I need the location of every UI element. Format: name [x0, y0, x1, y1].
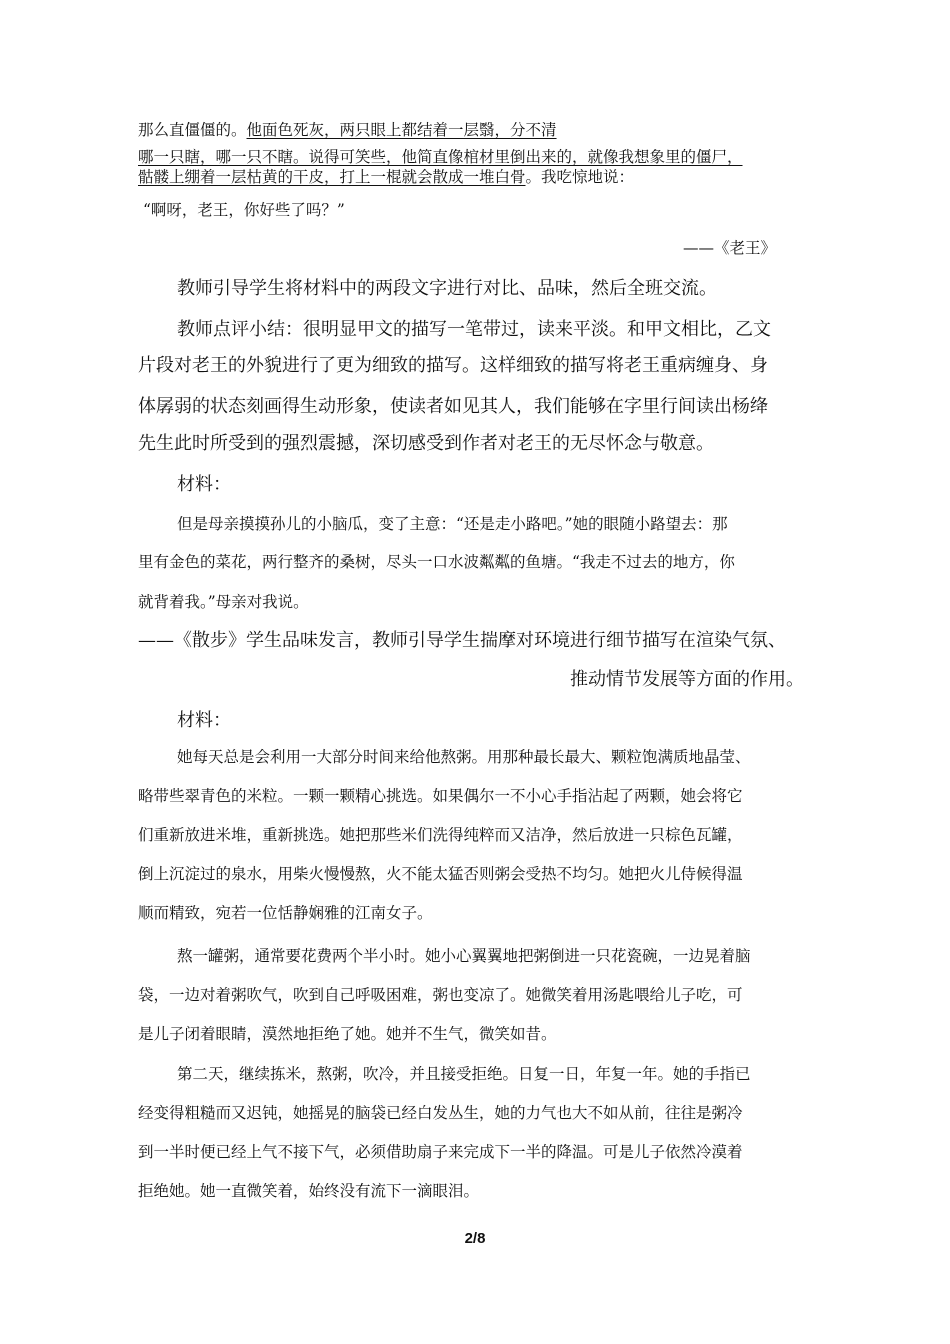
quote-text: 那么直僵僵的。: [138, 121, 247, 139]
material-heading: 材料：: [177, 474, 231, 495]
paragraph-line: 就背着我。”母亲对我说。: [138, 593, 309, 611]
paragraph-line: 体孱弱的状态刻画得生动形象，使读者如见其人，我们能够在字里行间读出杨绛: [138, 396, 768, 417]
paragraph-line: 里有金色的菜花，两行整齐的桑树，尽头一口水波粼粼的鱼塘。“我走不过去的地方，你: [138, 553, 735, 571]
underlined-quote-text: 他面色死灰，两只眼上都结着一层翳，分不清: [246, 121, 557, 139]
quote-text: 。我吃惊地说：: [525, 168, 635, 186]
paragraph-line: 顺而精致，宛若一位恬静娴雅的江南女子。: [138, 904, 433, 922]
paragraph-line: 倒上沉淀过的泉水，用柴火慢慢熬，火不能太猛否则粥会受热不均匀。她把火儿侍候得温: [138, 865, 743, 883]
paragraph-line: 经变得粗糙而又迟钝，她摇晃的脑袋已经白发丛生，她的力气也大不如从前，往往是粥冷: [138, 1104, 743, 1122]
paragraph-line: 推动情节发展等方面的作用。: [570, 669, 804, 690]
paragraph-line: 熬一罐粥，通常要花费两个半小时。她小心翼翼地把粥倒进一只花瓷碗，一边晃着脑: [177, 947, 751, 965]
paragraph-line: 略带些翠青色的米粒。一颗一颗精心挑选。如果偶尔一不小心手指沾起了两颗，她会将它: [138, 787, 743, 805]
paragraph-line: 她每天总是会利用一大部分时间来给他熬粥。用那种最长最大、颗粒饱满质地晶莹、: [177, 748, 751, 766]
paragraph-line: 拒绝她。她一直微笑着，始终没有流下一滴眼泪。: [138, 1182, 480, 1200]
quote-line-1: [138, 123, 557, 139]
paragraph-line: 第二天，继续拣米，熬粥，吹冷，并且接受拒绝。日复一日，年复一年。她的手指已: [177, 1065, 751, 1083]
paragraph-line: 是儿子闭着眼睛，漠然地拒绝了她。她并不生气，微笑如昔。: [138, 1025, 557, 1043]
paragraph-line: ——《散步》学生品味发言，教师引导学生揣摩对环境进行细节描写在渲染气氛、: [138, 630, 786, 651]
paragraph-line: 先生此时所受到的强烈震撼，深切感受到作者对老王的无尽怀念与敬意。: [138, 433, 714, 454]
paragraph-line: 但是母亲摸摸孙儿的小脑瓜，变了主意：“还是走小路吧。”她的眼随小路望去：那: [177, 515, 728, 533]
quote-line-2: 哪一只瞎，哪一只不瞎。说得可笑些，他简直像棺材里倒出来的，就像我想象里的僵尸，: [138, 148, 743, 166]
paragraph-line: 教师引导学生将材料中的两段文字进行对比、品味，然后全班交流。: [177, 278, 717, 299]
quote-source: ——《老王》: [683, 239, 777, 257]
paragraph-line: 袋，一边对着粥吹气，吹到自己呼吸困难，粥也变凉了。她微笑着用汤匙喂给儿子吃，可: [138, 986, 743, 1004]
underlined-quote-text: 骷髅上绷着一层枯黄的干皮，打上一棍就会散成一堆白骨: [138, 168, 526, 186]
paragraph-line: 到一半时便已经上气不接下气，必须借助扇子来完成下一半的降温。可是儿子依然冷漠着: [138, 1143, 743, 1161]
quote-line-4: “啊呀，老王，你好些了吗？”: [143, 201, 345, 219]
paragraph-line: 片段对老王的外貌进行了更为细致的描写。这样细致的描写将老王重病缠身、身: [138, 355, 768, 376]
paragraph-line: 教师点评小结：很明显甲文的描写一笔带过，读来平淡。和甲文相比，乙文: [177, 319, 771, 340]
quote-line-3: [138, 170, 634, 186]
material-heading: 材料：: [177, 710, 231, 731]
paragraph-line: 们重新放进米堆，重新挑选。她把那些米们洗得纯粹而又洁净，然后放进一只棕色瓦罐，: [138, 826, 743, 844]
page-number: 2/8: [464, 1230, 486, 1247]
